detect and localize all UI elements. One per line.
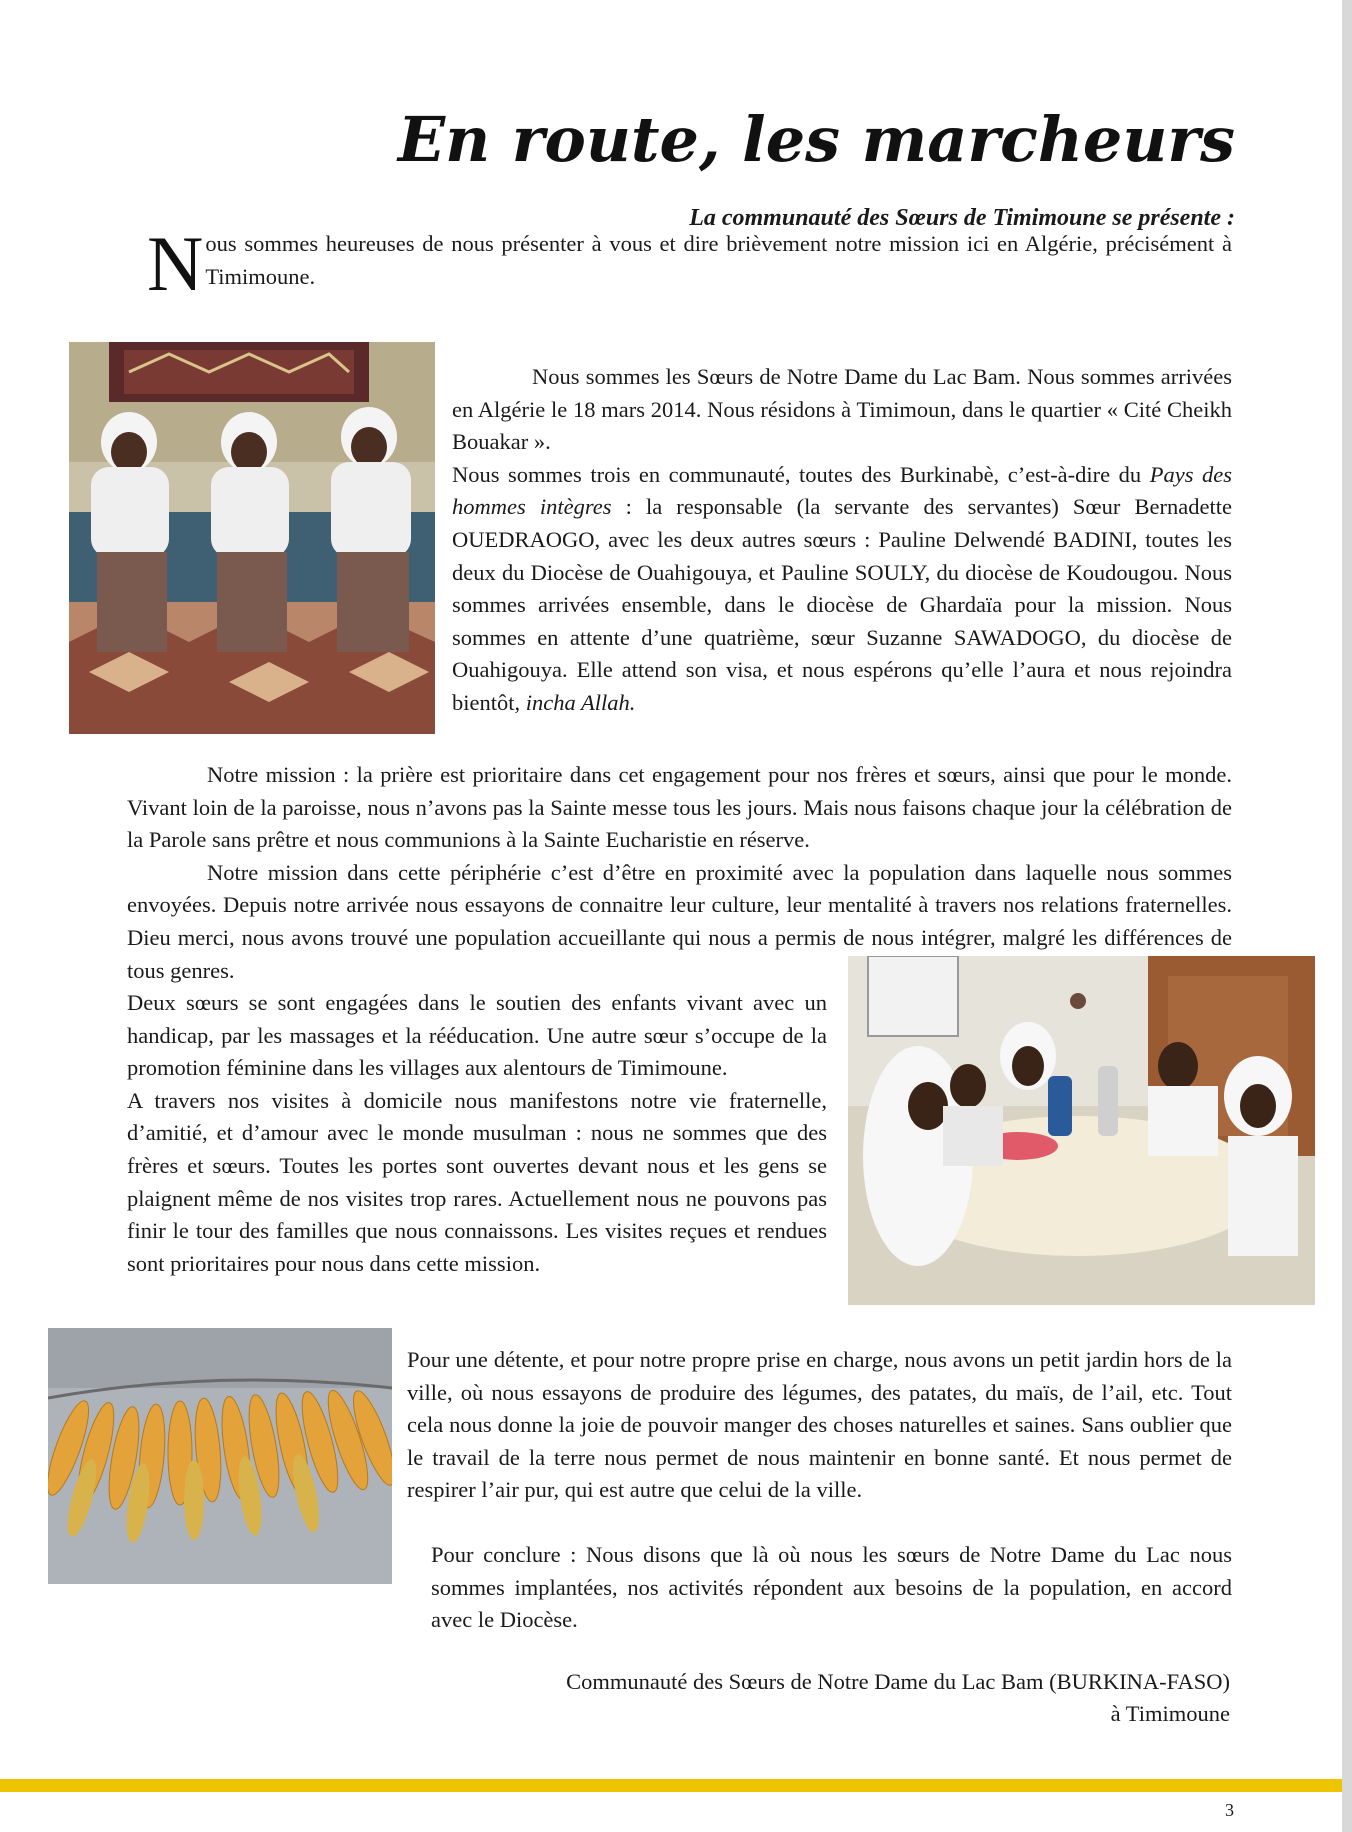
drop-cap: N xyxy=(147,220,204,307)
mission-text xyxy=(127,759,1232,987)
community-text-b: : la responsable (la servante des servantes) Sœur Bernadette OUEDRAOGO, avec les deux autres sœurs : Pauline Delwendé BADINI, toutes les deux du Diocèse de Ouahigouya, et Pauline SOULY, du diocèse de Koudougou. Nous sommes arrivées ensemble, dans le diocèse de Ghardaïa pour la mission. Nous sommes en attente d’une quatrième, sœur Suzanne SAWADOGO, du diocèse de Ouahigouya. Elle attend son visa, et nous espérons qu’elle l’aura et nous rejoindra bientôt, xyxy=(452,494,1232,715)
community-text-a: Nous sommes trois en communauté, toutes des Burkinabè, c’est-à-dire du xyxy=(452,461,1150,487)
footer-rule xyxy=(0,1779,1342,1792)
article-subtitle: La communauté des Sœurs de Timimoune se présente : xyxy=(689,205,1235,231)
signature xyxy=(430,1666,1230,1730)
paragraph-arrival: Nous sommes les Sœurs de Notre Dame du Lac Bam. Nous sommes arrivées en Algérie le 18 mars 2014. Nous résidons à Timimoun, dans le quartier « Cité Cheikh Bouakar ». xyxy=(452,364,1232,455)
paragraph-handicap: Deux sœurs se sont engagées dans le soutien des enfants vivant avec un handicap, par les massages et la rééducation. Une autre sœur s’occupe de la promotion féminine dans les villages aux alentours de Timimoune. xyxy=(127,990,827,1081)
presentation-text xyxy=(452,361,1232,720)
page-number: 3 xyxy=(1225,1800,1234,1820)
signature-line-2: à Timimoune xyxy=(1110,1701,1230,1726)
garden-text xyxy=(407,1344,1232,1507)
paragraph-visits: A travers nos visites à domicile nous manifestons notre vie fraternelle, d’amitié, et d’amour avec le monde musulman : nous ne sommes que des frères et sœurs. Toutes les portes sont ouvertes devant nous et les gens se plaignent même de nos visites trop rares. Actuellement nous ne pouvons pas finir le tour des familles que nous connaissons. Les visites reçues et rendues sont prioritaires pour nous dans cette mission. xyxy=(127,1087,827,1276)
intro-text: ous sommes heureuses de nous présenter à vous et dire brièvement notre mission ici en Algérie, précisément à Timimoune. xyxy=(205,231,1232,289)
article-title: En route, les marcheurs xyxy=(397,103,1235,176)
page-edge xyxy=(1342,0,1352,1832)
photo-corn xyxy=(48,1328,392,1584)
paragraph-conclusion: Pour conclure : Nous disons que là où nous les sœurs de Notre Dame du Lac nous sommes implantées, nos activités répondent aux besoins de la population, en accord avec le Diocèse. xyxy=(431,1542,1232,1633)
intro-paragraph xyxy=(127,220,1232,307)
photo-sisters-at-table xyxy=(848,956,1315,1305)
community-text-italic: Pays des hommes intègres xyxy=(452,461,1232,520)
signature-line-1: Communauté des Sœurs de Notre Dame du Lac Bam (BURKINA-FASO) xyxy=(566,1669,1230,1694)
community-text-italic-end: incha Allah. xyxy=(525,689,636,715)
activities-text xyxy=(127,987,827,1280)
paragraph-proximity: Notre mission dans cette périphérie c’est d’être en proximité avec la population dans laquelle nous sommes envoyées. Depuis notre arrivée nous essayons de connaitre leur culture, leur mentalité à travers nos relations fraternelles. Dieu merci, nous avons trouvé une population accueillante qui nous a permis de nous intégrer, malgré les différences de tous genres. xyxy=(127,859,1232,983)
paragraph-community xyxy=(452,459,1232,720)
paragraph-prayer: Notre mission : la prière est prioritaire dans cet engagement pour nos frères et sœurs, ainsi que pour le monde. Vivant loin de la paroisse, nous n’avons pas la Sainte messe tous les jours. Mais nous faisons chaque jour la célébration de la Parole sans prêtre et nous communions à la Sainte Eucharistie en réserve. xyxy=(127,762,1232,853)
paragraph-garden: Pour une détente, et pour notre propre prise en charge, nous avons un petit jardin hors de la ville, où nous essayons de produire des légumes, des patates, du maïs, de l’ail, etc. Tout cela nous donne la joie de pouvoir manger des choses naturelles et saines. Sans oublier que le travail de la terre nous permet de nous maintenir en bonne santé. Et nous permet de respirer l’air pur, qui est autre que celui de la ville. xyxy=(407,1347,1232,1503)
conclusion-text xyxy=(431,1539,1232,1637)
photo-three-sisters xyxy=(69,342,435,734)
